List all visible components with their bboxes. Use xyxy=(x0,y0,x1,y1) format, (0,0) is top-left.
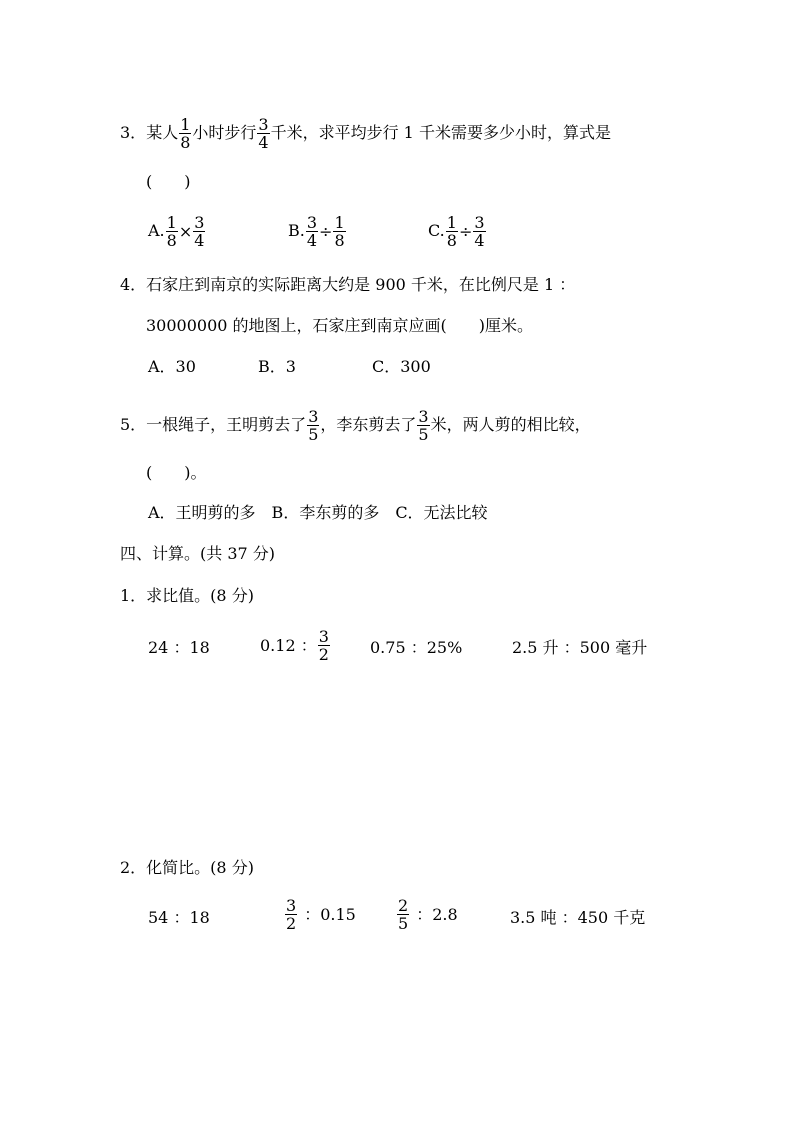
q3-number: 3． xyxy=(120,123,147,142)
q5-fraction-2: $\frac{3}{5}$ xyxy=(418,407,429,444)
q3-fraction-1: $\frac{1}{8}$ xyxy=(180,115,191,152)
q4-option-b: B．3 xyxy=(258,357,296,376)
part1-title: 1．求比值。(8 分) xyxy=(120,586,254,605)
q3-option-a-fraction-2: $\frac{3}{4}$ xyxy=(194,213,205,250)
q5-text-3: 米，两人剪的相比较， xyxy=(430,415,591,434)
q3-option-b-fraction-2: $\frac{1}{8}$ xyxy=(334,213,345,250)
q3-text-2: 小时步行 xyxy=(192,123,257,142)
q3-fraction-2: $\frac{3}{4}$ xyxy=(258,115,269,152)
q5-options: A．王明剪的多 B．李东剪的多 C．无法比较 xyxy=(148,503,488,522)
q5-answer-blank: ( )。 xyxy=(146,463,207,482)
q5-text-2: ，李东剪去了 xyxy=(320,415,417,434)
q3-stem xyxy=(120,116,611,151)
q3-option-b: B. $\frac{3}{4}$ ÷ $\frac{1}{8}$ xyxy=(288,213,345,250)
part1-expr-3: 0.75 ：25% xyxy=(370,638,463,657)
q3-option-c-fraction-1: $\frac{1}{8}$ xyxy=(446,213,457,250)
q3-text-3: 千米，求平均步行 1 千米需要多少小时，算式是 xyxy=(270,123,611,142)
q3-option-c-fraction-2: $\frac{3}{4}$ xyxy=(474,213,485,250)
q3-text-1: 某人 xyxy=(146,123,179,142)
q5-stem xyxy=(120,408,591,443)
q3-answer-blank: ( ) xyxy=(146,172,191,191)
part2-expr-1: 54 ：18 xyxy=(148,908,210,927)
part2-expr-3-fraction: $\frac{2}{5}$ xyxy=(398,896,409,933)
q4-stem-line-2: 30000000 的地图上，石家庄到南京应画( )厘米。 xyxy=(146,316,534,335)
part2-expr-3: $\frac{2}{5}$ ：2.8 xyxy=(398,896,458,933)
part1-expr-4: 2.5 升 ：500 毫升 xyxy=(512,638,648,657)
part2-expr-4: 3.5 吨 ：450 千克 xyxy=(510,908,646,927)
q4-option-c: C．300 xyxy=(372,357,431,376)
q3-option-b-fraction-1: $\frac{3}{4}$ xyxy=(306,213,318,250)
q4-stem-line-1: 4．石家庄到南京的实际距离大约是 900 千米，在比例尺是 1 ： xyxy=(120,275,576,294)
q4-option-a: A．30 xyxy=(148,357,196,376)
part2-title: 2．化简比。(8 分) xyxy=(120,858,254,877)
part1-expr-2-fraction: $\frac{3}{2}$ xyxy=(318,627,329,664)
part1-expr-1: 24 ：18 xyxy=(148,638,210,657)
part2-expr-2-fraction: $\frac{3}{2}$ xyxy=(286,896,297,933)
part1-expr-2: 0.12 ： $\frac{3}{2}$ xyxy=(260,627,329,664)
q5-text-1: 5．一根绳子，王明剪去了 xyxy=(120,415,307,434)
section4-title: 四、计算。(共 37 分) xyxy=(120,544,276,563)
q3-option-c: C. $\frac{1}{8}$ ÷ $\frac{3}{4}$ xyxy=(428,213,485,250)
part2-expr-2: $\frac{3}{2}$ ：0.15 xyxy=(286,896,356,933)
q3-option-a: A. $\frac{1}{8}$ × $\frac{3}{4}$ xyxy=(148,213,205,250)
q5-fraction-1: $\frac{3}{5}$ xyxy=(308,407,319,444)
q3-option-a-fraction-1: $\frac{1}{8}$ xyxy=(166,213,177,250)
